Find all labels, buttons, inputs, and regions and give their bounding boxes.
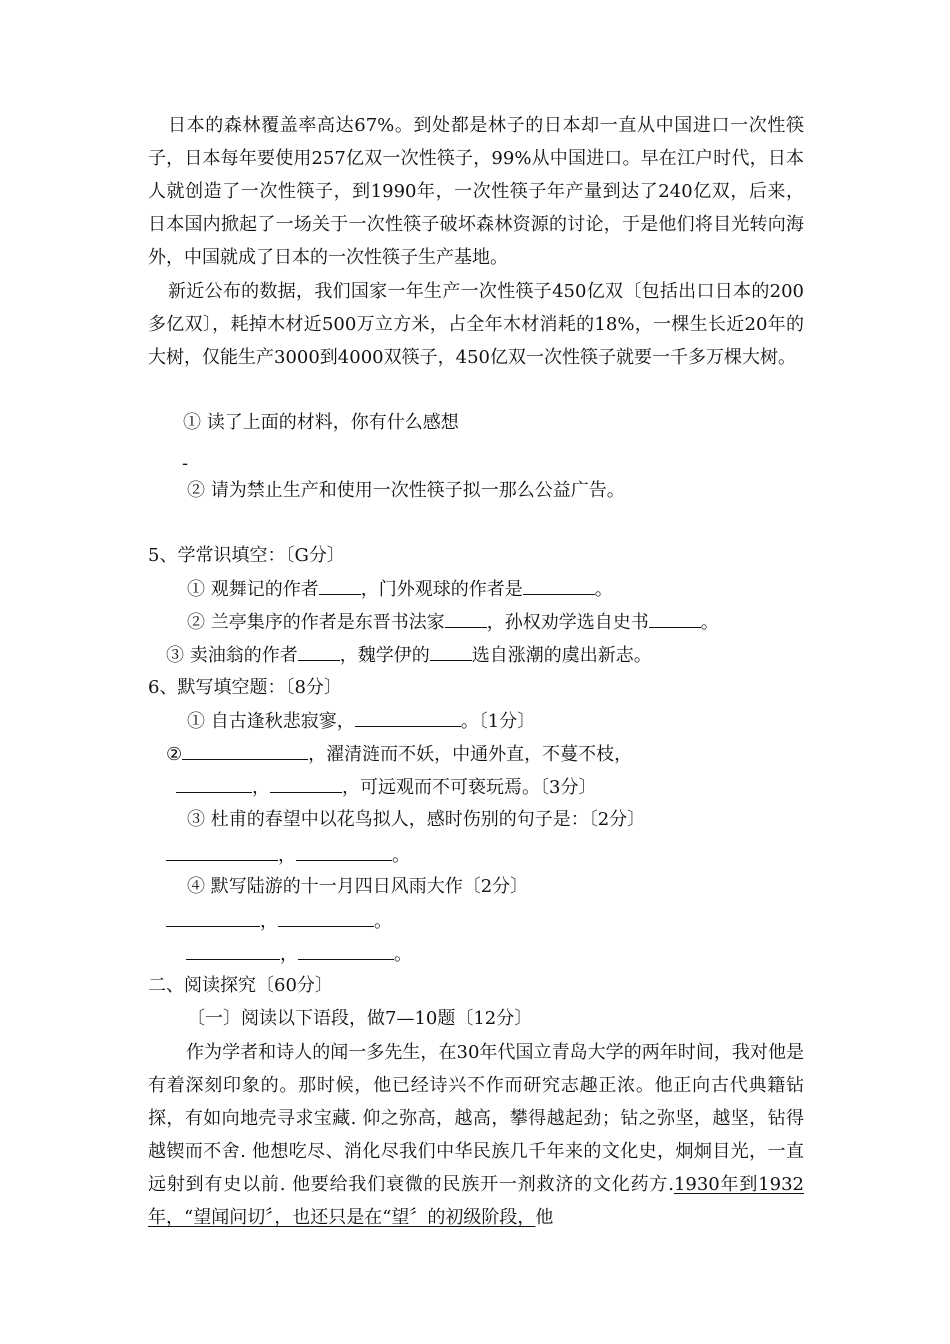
answer-blank[interactable]	[296, 844, 392, 861]
answer-blank[interactable]	[166, 844, 278, 861]
answer-blank[interactable]	[270, 776, 342, 793]
answer-blank[interactable]	[176, 776, 252, 793]
question-2: ② 请为禁止生产和使用一次性筷子拟一那么公益广告。	[187, 480, 625, 501]
answer-blank[interactable]	[523, 578, 595, 595]
answer-blank[interactable]	[278, 910, 374, 927]
q6-item-2-cont: ， ，可远观而不可亵玩焉。〔3分〕	[176, 776, 596, 799]
q6-item-4-blanks-1: ， 。	[166, 910, 392, 933]
q6-item-4: ④ 默写陆游的十一月四日风雨大作〔2分〕	[187, 876, 529, 897]
dash-mark: -	[182, 453, 189, 474]
q6-item-1: ① 自古逢秋悲寂寥， 。〔1分〕	[187, 711, 536, 732]
answer-blank[interactable]	[430, 644, 472, 661]
q5-item-1: ① 观舞记的作者 ，门外观球的作者是 。	[187, 579, 613, 600]
answer-blank[interactable]	[298, 644, 340, 661]
q6-item-2: ② ，濯清涟而不妖，中通外直，不蔓不枝，	[166, 744, 633, 765]
answer-blank[interactable]	[182, 743, 308, 760]
reading-passage: 作为学者和诗人的闻一多先生，在30年代国立青岛大学的两年时间，我对他是有着深刻印象的。那时候，他已经诗兴不作而研究志趣正浓。他正向古代典籍钻探，有如向地壳寻求宝藏. 仰之弥高，越高，攀得越起劲；钻之弥坚，越坚，钻得越锲而不舍. 他想吃尽、消化尽我们中华民族几千年来的文化史，炯炯目光，一直远射到有史以前. 他要给我们衰微的民族开一剂救济的文化药方.1930年到1932年，“望闻问切〞，也还只是在“望〞的初级阶段，他	[148, 1042, 804, 1228]
q6-item-4-blanks-2: ， 。	[186, 943, 412, 966]
q6-item-3-blanks: ， 。	[166, 844, 410, 867]
q5-item-3: ③ 卖油翁的作者 ，魏学伊的 选自涨潮的虞出新志。	[166, 645, 652, 666]
q5-item-2: ② 兰亭集序的作者是东晋书法家 ，孙权劝学选自史书 。	[187, 612, 719, 633]
answer-blank[interactable]	[166, 910, 260, 927]
material-paragraph-1: 日本的森林覆盖率高达67%。到处都是林子的日本却一直从中国进口一次性筷子，日本每年要使用257亿双一次性筷子，99%从中国进口。早在江户时代，日本人就创造了一次性筷子，到1990年，一次性筷子年产量到达了240亿双，后来，日本国内掀起了一场关于一次性筷子破坏森林资源的讨论，于是他们将目光转向海外，中国就成了日本的一次性筷子生产基地。	[148, 115, 804, 268]
answer-blank[interactable]	[186, 943, 280, 960]
section-2-title: 二、阅读探究〔60分〕	[148, 975, 333, 996]
answer-blank[interactable]	[445, 611, 487, 628]
question-1: ① 读了上面的材料，你有什么感想	[183, 412, 459, 433]
answer-blank[interactable]	[319, 578, 361, 595]
material-paragraph-2: 新近公布的数据，我们国家一年生产一次性筷子450亿双〔包括出口日本的200多亿双〕，耗掉木材近500万立方米，占全年木材消耗的18%，一棵生长近20年的大树，仅能生产3000到4000双筷子，450亿双一次性筷子就要一千多万棵大树。	[148, 281, 804, 368]
answer-blank[interactable]	[649, 611, 701, 628]
section-2-subtitle: 〔一〕阅读以下语段，做7—10题〔12分〕	[187, 1008, 533, 1029]
answer-blank[interactable]	[298, 943, 394, 960]
answer-blank[interactable]	[355, 710, 461, 727]
q5-title: 5、学常识填空：〔G分〕	[148, 545, 345, 566]
q6-item-3: ③ 杜甫的春望中以花鸟拟人，感时伤别的句子是：〔2分〕	[187, 809, 646, 830]
q6-title: 6、默写填空题：〔8分〕	[148, 677, 342, 698]
underlined-sentence: 1930年到1932年，“望闻问切〞，也还只是在“望〞的初级阶段，	[148, 1174, 804, 1228]
